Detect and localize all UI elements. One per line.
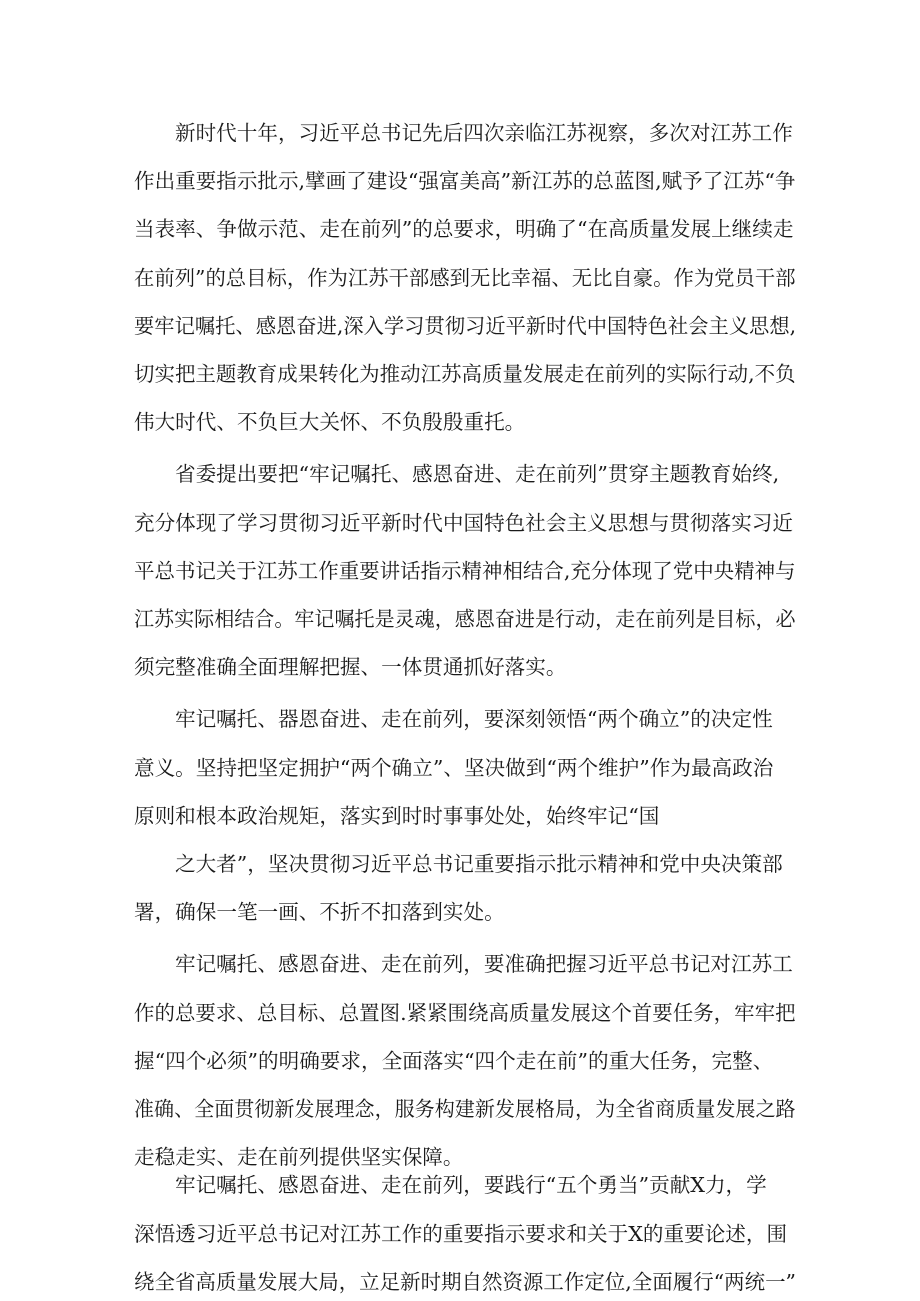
text-line: 绕全省高质量发展大局，立足新时期自然资源工作定位,全面履行“两统一” (134, 1269, 797, 1294)
text-line: 江苏实际相结合。牢记嘱托是灵魂，感恩奋进是行动，走在前列是目标，必 (134, 607, 796, 631)
text-line: 伟大时代、不负巨大关怀、不负殷殷重托。 (134, 410, 526, 435)
text-line: 握“四个必须”的明确要求，全面落实“四个走在前”的重大任务，完整、 (134, 1048, 774, 1073)
text-line: 深悟透习近平总书记对江苏工作的重要指示要求和关于X的重要论述，围 (134, 1221, 788, 1246)
text-line: 当表率、争做示范、走在前列”的总要求，明确了“在高质量发展上继续走 (134, 217, 794, 242)
text-line: 之大者”，坚决贯彻习近平总书记重要指示批示精神和党中央决策部 (175, 852, 783, 876)
text-line: 作的总要求、总目标、总置图.紧紧围绕高质量发展这个首要任务，牢牢把 (134, 1000, 796, 1025)
text-line: 在前列”的总目标，作为江苏干部感到无比幸福、无比自豪。作为党员干部 (134, 265, 796, 290)
text-line: 原则和根本政治规矩，落实到时时事事处处，始终牢记“国 (134, 803, 660, 828)
text-line: 充分体现了学习贯彻习近平新时代中国特色社会主义思想与贯彻落实习近 (134, 510, 793, 535)
text-line: 意义。坚持把坚定拥护“两个确立”、坚决做到“两个维护”作为最高政治 (134, 755, 774, 780)
text-line: 牢记嘱托、感恩奋进、走在前列，要践行“五个勇当”贡献X力，学 (175, 1173, 767, 1198)
text-line: 切实把主题教育成果转化为推动江苏高质量发展走在前列的实际行动,不负 (134, 362, 796, 386)
text-line: 省委提出要把“牢记嘱托、感恩奋进、走在前列”贯穿主题教育始终, (175, 462, 780, 487)
text-line: 牢记嘱托、器恩奋进、走在前列，要深刻领悟“两个确立”的决定性 (175, 707, 773, 732)
text-line: 准确、全面贯彻新发展理念，服务构建新发展格局，为全省商质量发展之路 (134, 1097, 796, 1121)
text-line: 牢记嘱托、感恩奋进、走在前列，要准确把握习近平总书记对江苏工 (175, 952, 793, 977)
text-line: 平总书记关于江苏工作重要讲话指示精神相结合,充分体现了党中央精神与 (134, 558, 796, 583)
text-line: 要牢记嘱托、感恩奋进,深入学习贯彻习近平新时代中国特色社会主义思想, (134, 313, 797, 338)
text-line: 新时代十年，习近平总书记先后四次亲临江苏视察，多次对江苏工作 (175, 121, 793, 145)
text-line: 须完整准确全面理解把握、一体贯通抓好落实。 (134, 655, 567, 680)
text-line: 署，确保一笔一画、不折不扣落到实处。 (134, 900, 505, 925)
text-line: 走稳走实、走在前列提供坚实保障。 (134, 1145, 464, 1170)
text-line: 作出重要指示批示,擘画了建设“强富美高”新江苏的总蓝图,赋予了江苏“争 (134, 169, 796, 194)
